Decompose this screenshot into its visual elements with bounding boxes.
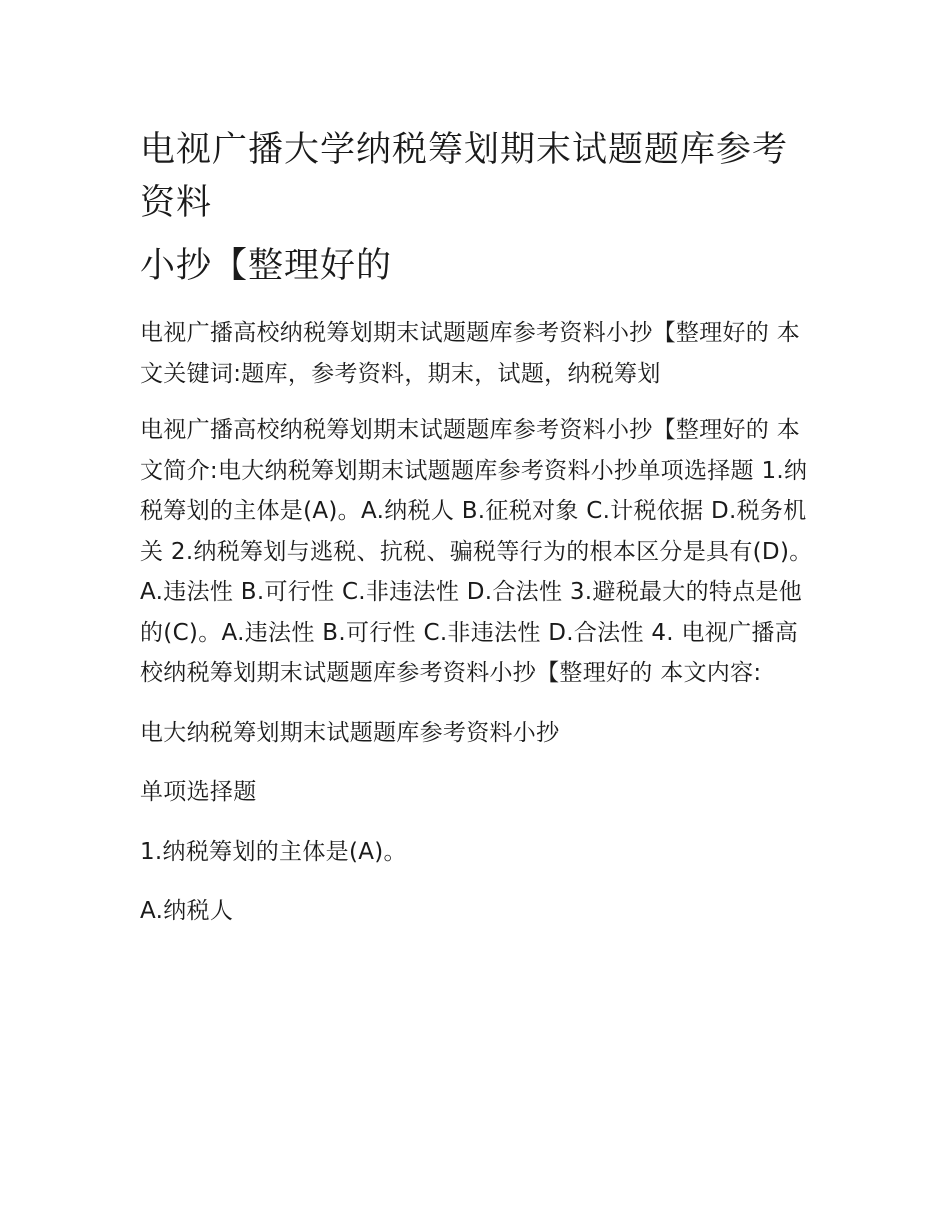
document-page (140, 124, 820, 932)
content-heading: 电大纳税筹划期末试题题库参考资料小抄 (140, 719, 560, 746)
document-title: 电视广播大学纳税筹划期末试题题库参考资料 (140, 130, 789, 223)
question-1: 1.纳税筹划的主体是(A)。 (140, 838, 407, 865)
document-subtitle: 小抄【整理好的 (140, 246, 393, 286)
section-heading: 单项选择题 (140, 779, 257, 805)
summary-paragraph: 电视广播高校纳税筹划期末试题题库参考资料小抄【整理好的 本文简介:电大纳税筹划期末试题题库参考资料小抄单项选择题 1.纳税筹划的主体是(A)。A.纳税人 B.征税对象 C.计税依据 D.税务机关 2.纳税筹划与逃税、抗税、骗税等行为的根本区分是具有(D)。A.违法性 B.可行性 C.非违法性 D.合法性 3.避税最大的特点是他的(C)。A.违法性 B.可行性 C.非违法性 D.合法性 4. 电视广播高校纳税筹划期末试题题库参考资料小抄【整理好的 本文内容: (140, 417, 813, 686)
option-a: A.纳税人 (140, 898, 234, 924)
keywords-paragraph: 电视广播高校纳税筹划期末试题题库参考资料小抄【整理好的 本文关键词:题库，参考资料，期末，试题，纳税筹划 (140, 320, 801, 387)
